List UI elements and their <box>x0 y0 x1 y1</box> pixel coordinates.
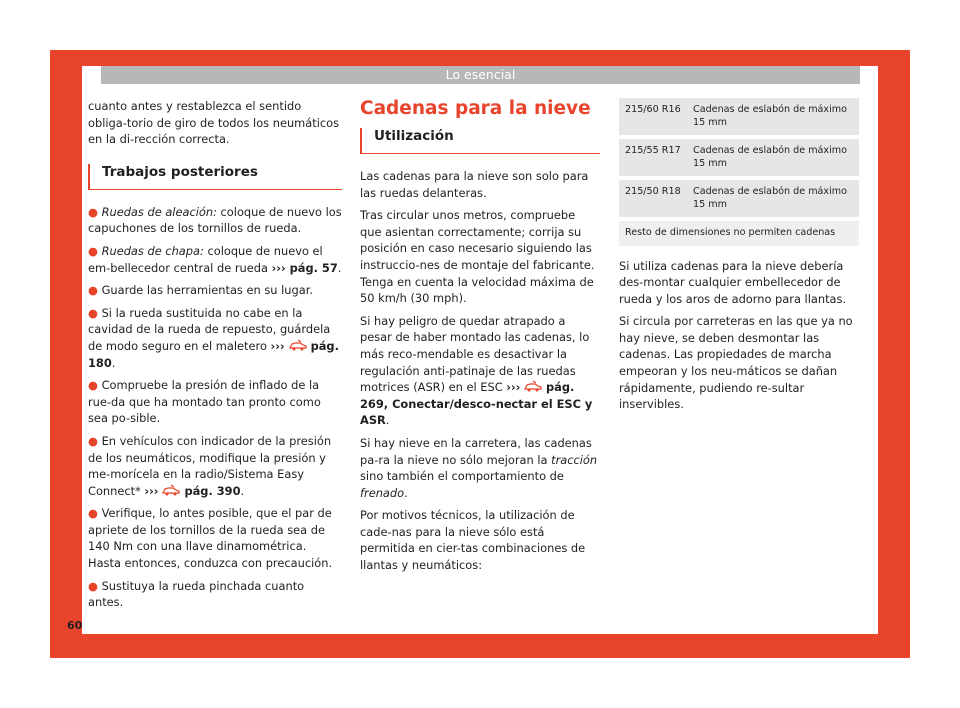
list-item: ● Verifique, lo antes posible, que el par de apriete de los tornillos de la rueda sea de 140 Nm con una llave dinamométrica. Hasta entonces, conduzca con precaución. <box>88 506 333 571</box>
table-row: 215/55 R17 Cadenas de eslabón de máximo 15 mm <box>619 139 859 176</box>
middle-column <box>360 98 600 580</box>
page-reference-link[interactable]: pág. 390 <box>180 483 241 498</box>
list-item: ● Ruedas de aleación: coloque de nuevo los capuchones de los tornillos de rueda. <box>88 204 342 236</box>
paragraph: Si hay peligro de quedar atrapado a pesar de haber montado las cadenas, lo más reco-mendable es desactivar la regulación anti-patinaje de las ruedas motrices (ASR) en el ESC ››› pág. 269, Conectar/desco-nectar el ESC y ASR. <box>360 313 593 428</box>
list-item: ● Guarde las herramientas en su lugar. <box>88 283 313 298</box>
car-wrench-icon <box>289 339 307 353</box>
right-column <box>619 98 859 419</box>
paragraph: Si hay nieve en la carretera, las cadenas pa-ra la nieve no sólo mejoran la tracción sino también el comportamiento de frenado. <box>360 435 598 500</box>
page-title: Cadenas para la nieve <box>360 98 591 119</box>
section-heading-trabajos: Trabajos posteriores <box>88 164 342 190</box>
paragraph: Las cadenas para la nieve son solo para las ruedas delanteras. <box>360 169 589 200</box>
table-row: 215/50 R18 Cadenas de eslabón de máximo 15 mm <box>619 180 859 217</box>
table-row: 215/60 R16 Cadenas de eslabón de máximo 15 mm <box>619 98 859 135</box>
page-reference-link[interactable]: pág. 269, Conectar/desco-nectar el ESC y ASR <box>360 380 593 428</box>
list-item: ● En vehículos con indicador de la presión de los neumáticos, modifique la presión y me-morícela en la radio/Sistema Easy Connect* ››› pág. 390. <box>88 433 332 498</box>
paragraph: Por motivos técnicos, la utilización de cade-nas para la nieve sólo está permitida en cier-tas combinaciones de llantas y neumáticos: <box>360 508 586 573</box>
page-reference-link[interactable]: pág. 180 <box>88 338 339 370</box>
list-item: ● Si la rueda sustituida no cabe en la cavidad de la rueda de repuesto, guárdela de modo seguro en el maletero ››› pág. 180. <box>88 305 339 370</box>
left-column <box>88 98 342 617</box>
tire-chain-table <box>619 94 859 250</box>
list-item: ● Sustituya la rueda pinchada cuanto antes. <box>88 578 305 610</box>
paragraph: Si utiliza cadenas para la nieve debería des-montar cualquier embellecedor de rueda y los aros de adorno para llantas. <box>619 258 847 306</box>
page-number: 60 <box>67 619 83 632</box>
section-heading-utilizacion: Utilización <box>360 128 600 154</box>
page-reference-link[interactable]: ››› pág. 57 <box>271 260 338 275</box>
list-item: ● Ruedas de chapa: coloque de nuevo el em-bellecedor central de rueda ››› pág. 57. <box>88 243 342 275</box>
car-wrench-icon <box>524 380 542 394</box>
table-row: Resto de dimensiones no permiten cadenas <box>619 221 859 246</box>
intro-paragraph: cuanto antes y restablezca el sentido obliga-torio de giro de todos los neumáticos en la di-rección correcta. <box>88 99 340 147</box>
paragraph: Si circula por carreteras en las que ya no hay nieve, se deben desmontar las cadenas. Las propiedades de marcha empeoran y los neu-máticos se dañan rápidamente, pudiendo re-sultar inservibles. <box>619 314 853 412</box>
paragraph: Tras circular unos metros, compruebe que asientan correctamente; corrija su posición en caso necesario siguiendo las instruccio-nes de montaje del fabricante. Tenga en cuenta la velocidad máxima de 50 km/h (30 mph). <box>360 208 595 306</box>
section-header: Lo esencial <box>101 66 860 84</box>
car-wrench-icon <box>162 484 180 498</box>
list-item: ● Compruebe la presión de inflado de la rue-da que ha montado tan pronto como sea po-sible. <box>88 378 321 426</box>
